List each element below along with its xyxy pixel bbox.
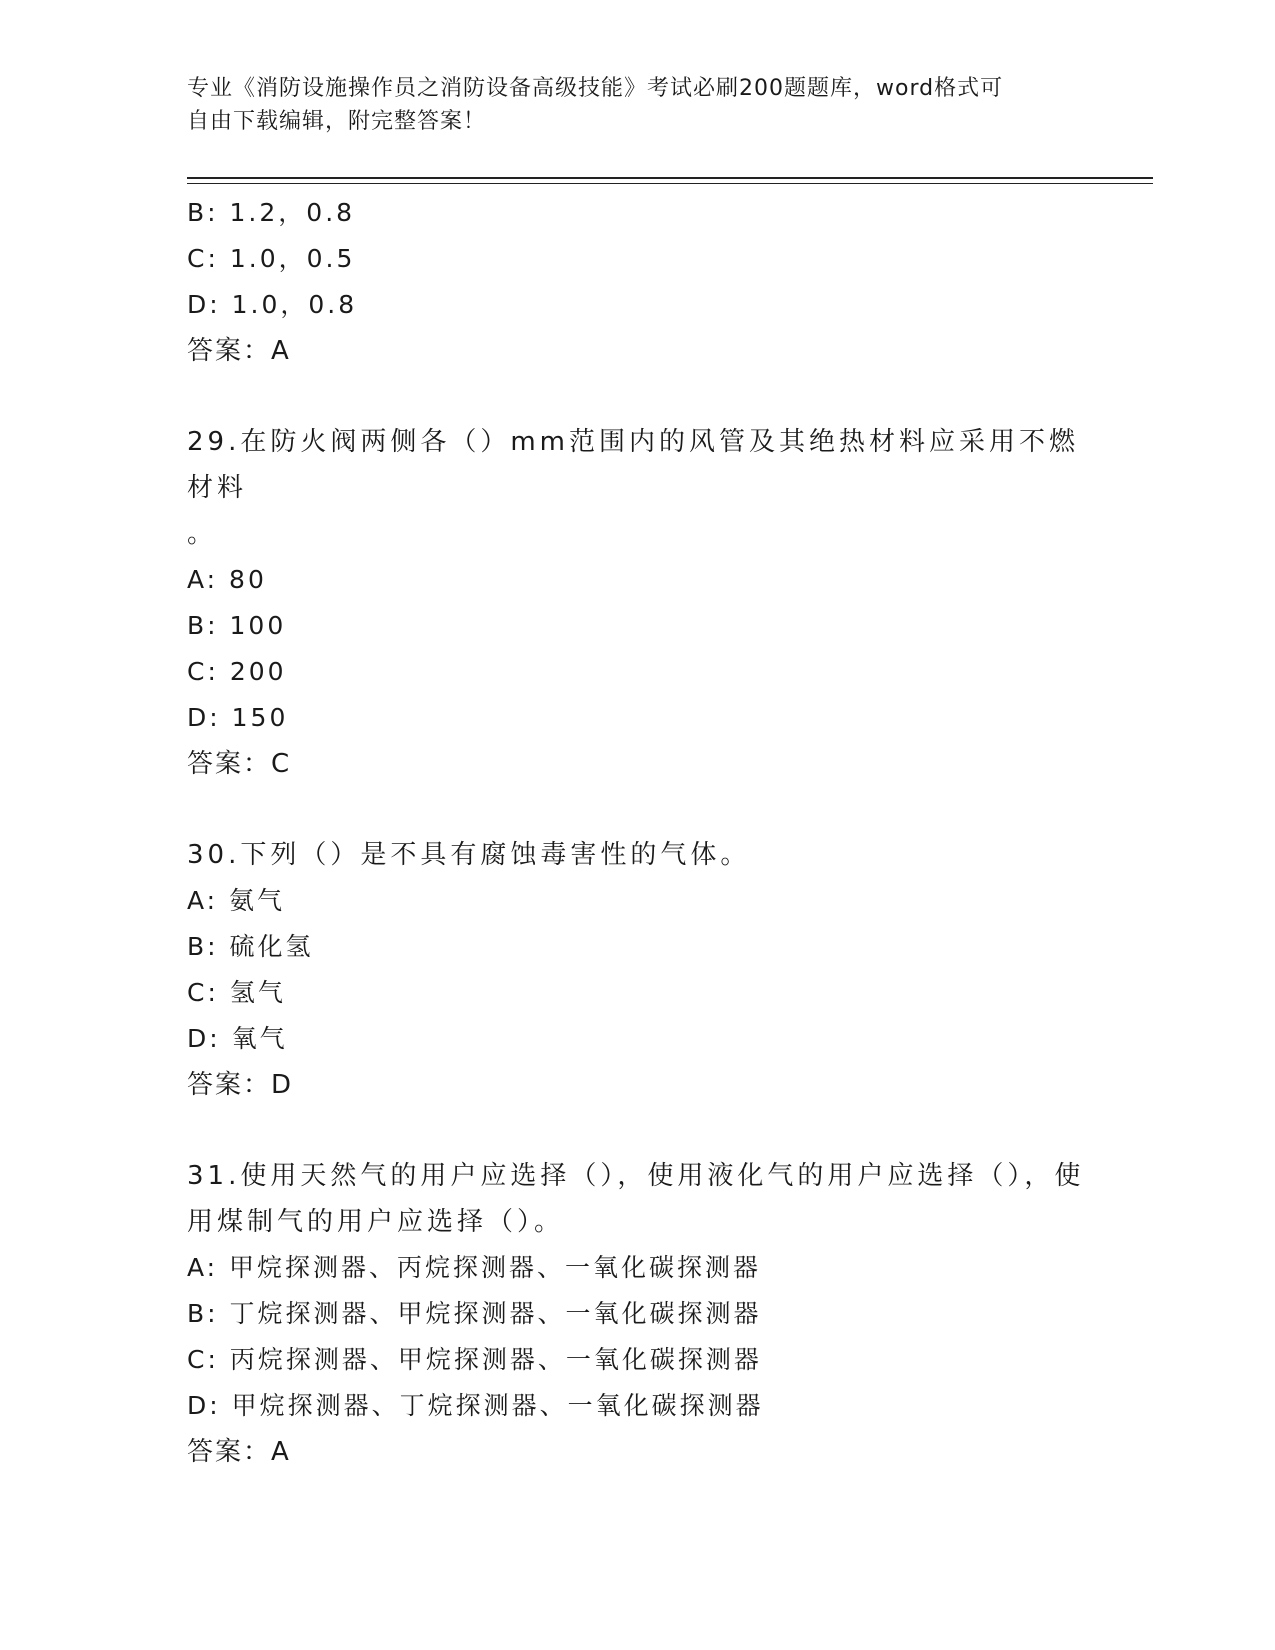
option-text: 1.2，0.8: [229, 198, 356, 227]
answer-line: 答案：C: [187, 749, 292, 779]
option-label: C:: [187, 244, 219, 273]
header-divider-thin: [187, 183, 1153, 184]
option-label: D:: [187, 1024, 221, 1053]
option-label: D:: [187, 703, 221, 732]
option-a: [187, 557, 1087, 603]
question-stem-line-2: 。: [187, 519, 218, 549]
option-label: D:: [187, 1391, 221, 1420]
option-d: [187, 1016, 1087, 1062]
option-text: 氨气: [229, 886, 286, 915]
option-b: [187, 924, 1087, 970]
question-stem-line-1: 29.在防火阀两侧各（）mm范围内的风管及其绝热材料应采用不燃材料: [187, 427, 1080, 503]
option-d: [187, 1383, 1087, 1429]
question-29: [187, 419, 1087, 787]
option-label: A:: [187, 886, 219, 915]
option-text: 80: [229, 565, 267, 594]
header-divider-thick: [187, 177, 1153, 179]
option-label: C:: [187, 657, 219, 686]
option-c: [187, 1337, 1087, 1383]
option-label: B:: [187, 611, 219, 640]
option-d: [187, 282, 1087, 328]
option-text: 200: [229, 657, 287, 686]
option-b: [187, 603, 1087, 649]
question-stem-line-1: 31.使用天然气的用户应选择（），使用液化气的用户应选择（），使: [187, 1161, 1085, 1191]
option-label: B:: [187, 198, 219, 227]
question-31: [187, 1153, 1087, 1475]
option-text: 氢气: [229, 978, 286, 1007]
option-text: 150: [231, 703, 289, 732]
option-d: [187, 695, 1087, 741]
option-text: 硫化氢: [229, 932, 314, 961]
option-label: B:: [187, 1299, 219, 1328]
question-stem-line-2: 用煤制气的用户应选择（）。: [187, 1207, 565, 1237]
option-text: 丁烷探测器、甲烷探测器、一氧化碳探测器: [229, 1299, 762, 1328]
answer-line: 答案：A: [187, 336, 291, 366]
option-label: D:: [187, 290, 221, 319]
header-line-1: 专业《消防设施操作员之消防设备高级技能》考试必刷200题题库，word格式可: [187, 76, 1004, 101]
option-label: A:: [187, 1253, 219, 1282]
option-label: B:: [187, 932, 219, 961]
option-c: [187, 649, 1087, 695]
option-text: 甲烷探测器、丁烷探测器、一氧化碳探测器: [231, 1391, 764, 1420]
answer-line: 答案：D: [187, 1070, 294, 1100]
option-label: C:: [187, 978, 219, 1007]
option-c: [187, 236, 1087, 282]
option-c: [187, 970, 1087, 1016]
option-a: [187, 878, 1087, 924]
option-b: [187, 1291, 1087, 1337]
option-a: [187, 1245, 1087, 1291]
question-28-continued: [187, 190, 1087, 374]
document-header: [187, 72, 1067, 138]
option-text: 1.0，0.5: [229, 244, 356, 273]
header-line-2: 自由下载编辑，附完整答案！: [187, 109, 487, 134]
option-text: 100: [229, 611, 287, 640]
option-text: 氧气: [231, 1024, 288, 1053]
answer-line: 答案：A: [187, 1437, 291, 1467]
option-label: C:: [187, 1345, 219, 1374]
option-text: 1.0，0.8: [231, 290, 358, 319]
option-text: 丙烷探测器、甲烷探测器、一氧化碳探测器: [229, 1345, 762, 1374]
document-body: [187, 190, 1087, 1475]
option-text: 甲烷探测器、丙烷探测器、一氧化碳探测器: [229, 1253, 762, 1282]
option-label: A:: [187, 565, 219, 594]
question-stem-line-1: 30.下列（）是不具有腐蚀毒害性的气体。: [187, 840, 751, 870]
option-b: [187, 190, 1087, 236]
question-30: [187, 832, 1087, 1108]
